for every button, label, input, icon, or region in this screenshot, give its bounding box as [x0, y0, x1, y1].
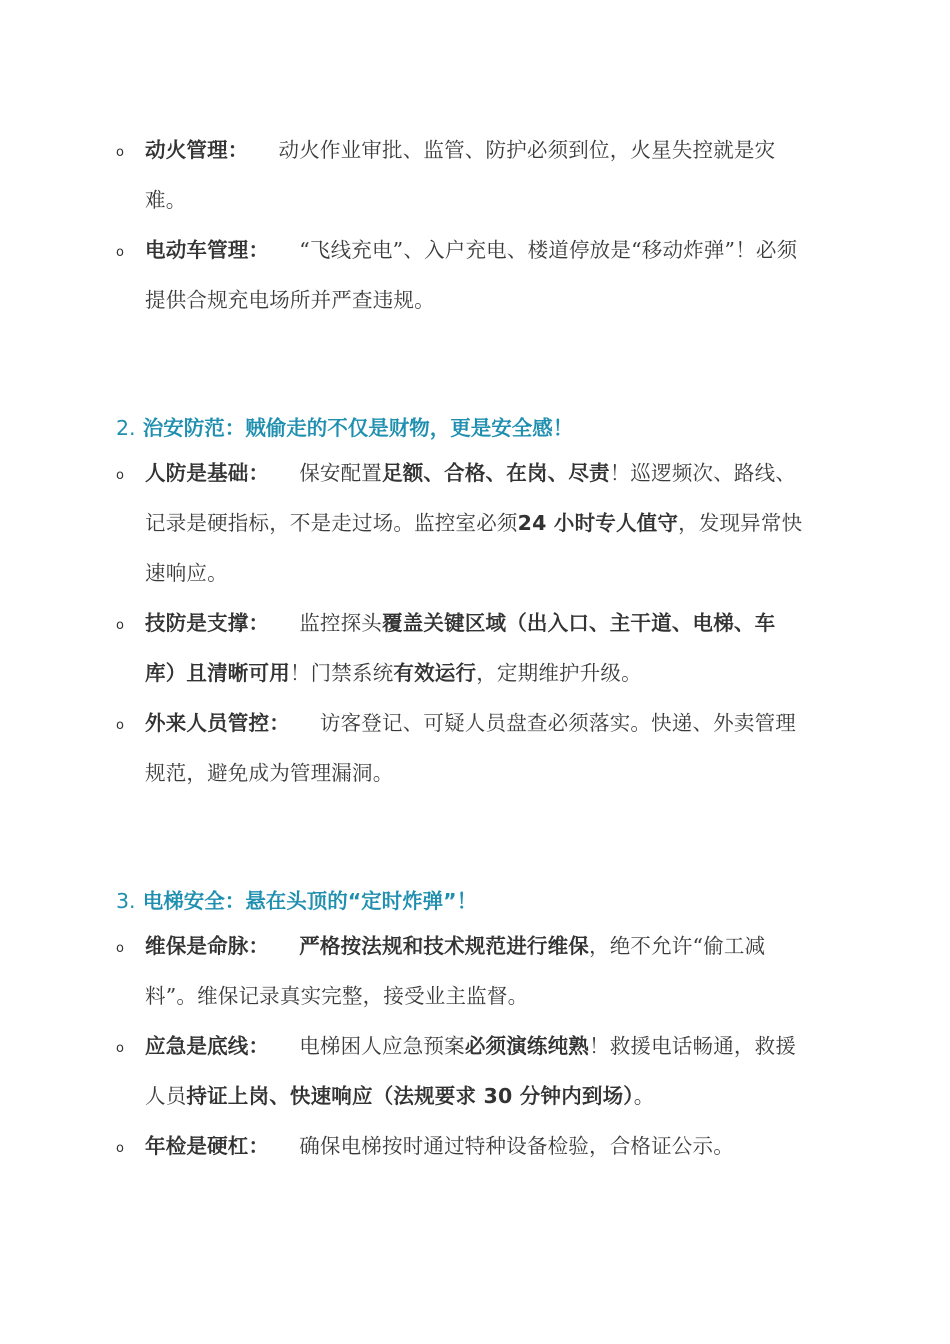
item-label: 人防是基础： [145, 461, 270, 485]
bullet-icon: o [116, 245, 124, 260]
item-text: 电梯困人应急预案 [299, 1034, 465, 1058]
bullet-icon: o [116, 145, 124, 160]
list-item-tech-defense [116, 598, 806, 698]
list-item-visitor-control [116, 698, 806, 798]
item-text: ，发现异常快速响应。 [145, 511, 803, 585]
item-emphasis: 有效运行 [393, 661, 477, 685]
item-label: 电动车管理： [145, 238, 270, 262]
list-item-ebike-management [116, 225, 806, 325]
item-text: ！巡逻频次、路线、记录是硬指标，不是走过场。监控室必须 [145, 461, 797, 535]
item-label: 应急是底线： [145, 1034, 270, 1058]
item-label: 外来人员管控： [145, 711, 290, 735]
item-text: 监控探头 [299, 611, 383, 635]
bullet-icon: o [116, 718, 124, 733]
bullet-icon: o [116, 618, 124, 633]
list-item-maintenance [116, 921, 806, 1021]
bullet-icon: o [116, 1141, 124, 1156]
bullet-icon: o [116, 941, 124, 956]
item-text: 确保电梯按时通过特种设备检验，合格证公示。 [299, 1134, 734, 1158]
item-text: ！救援电话畅通，救援人员 [145, 1034, 797, 1108]
section-heading-security [116, 411, 816, 441]
list-item-fire-management [116, 125, 806, 225]
section-number: 2. [116, 416, 136, 440]
list-item-emergency [116, 1021, 806, 1121]
section-title: 电梯安全：悬在头顶的“定时炸弹”！ [142, 889, 478, 913]
section-heading-elevator [116, 884, 816, 914]
item-emphasis: 持证上岗、快速响应（法规要求 30 分钟内到场） [186, 1084, 634, 1108]
bullet-icon: o [116, 1041, 124, 1056]
item-text: “飞线充电”、入户充电、楼道停放是“移动炸弹”！必须提供合规充电场所并严查违规。 [145, 238, 798, 312]
item-label: 动火管理： [145, 138, 249, 162]
item-emphasis: 足额、合格、在岗、尽责 [382, 461, 610, 485]
list-item-personnel-defense [116, 448, 806, 598]
item-text: ！门禁系统 [289, 661, 394, 685]
section-number: 3. [116, 889, 136, 913]
item-label: 技防是支撑： [145, 611, 270, 635]
list-item-annual-inspection [116, 1121, 806, 1171]
item-emphasis: 必须演练纯熟 [464, 1034, 590, 1058]
item-text: 访客登记、可疑人员盘查必须落实。快递、外卖管理规范，避免成为管理漏洞。 [145, 711, 797, 785]
section-title: 治安防范：贼偷走的不仅是财物，更是安全感！ [142, 416, 574, 440]
item-emphasis: 24 小时专人值守 [517, 511, 679, 535]
item-label: 年检是硬杠： [145, 1134, 270, 1158]
item-text: ，绝不允许“偷工减料”。维保记录真实完整，接受业主监督。 [145, 934, 766, 1008]
item-text: 。 [633, 1084, 655, 1108]
item-emphasis: 严格按法规和技术规范进行维保 [299, 934, 590, 958]
item-label: 维保是命脉： [145, 934, 270, 958]
bullet-icon: o [116, 468, 124, 483]
item-text: ，定期维护升级。 [476, 661, 642, 685]
item-emphasis: 覆盖关键区域（出入口、主干道、电梯、车库）且清晰可用 [145, 611, 776, 685]
item-text: 动火作业审批、监管、防护必须到位，火星失控就是灾难。 [145, 138, 776, 212]
item-text: 保安配置 [299, 461, 383, 485]
